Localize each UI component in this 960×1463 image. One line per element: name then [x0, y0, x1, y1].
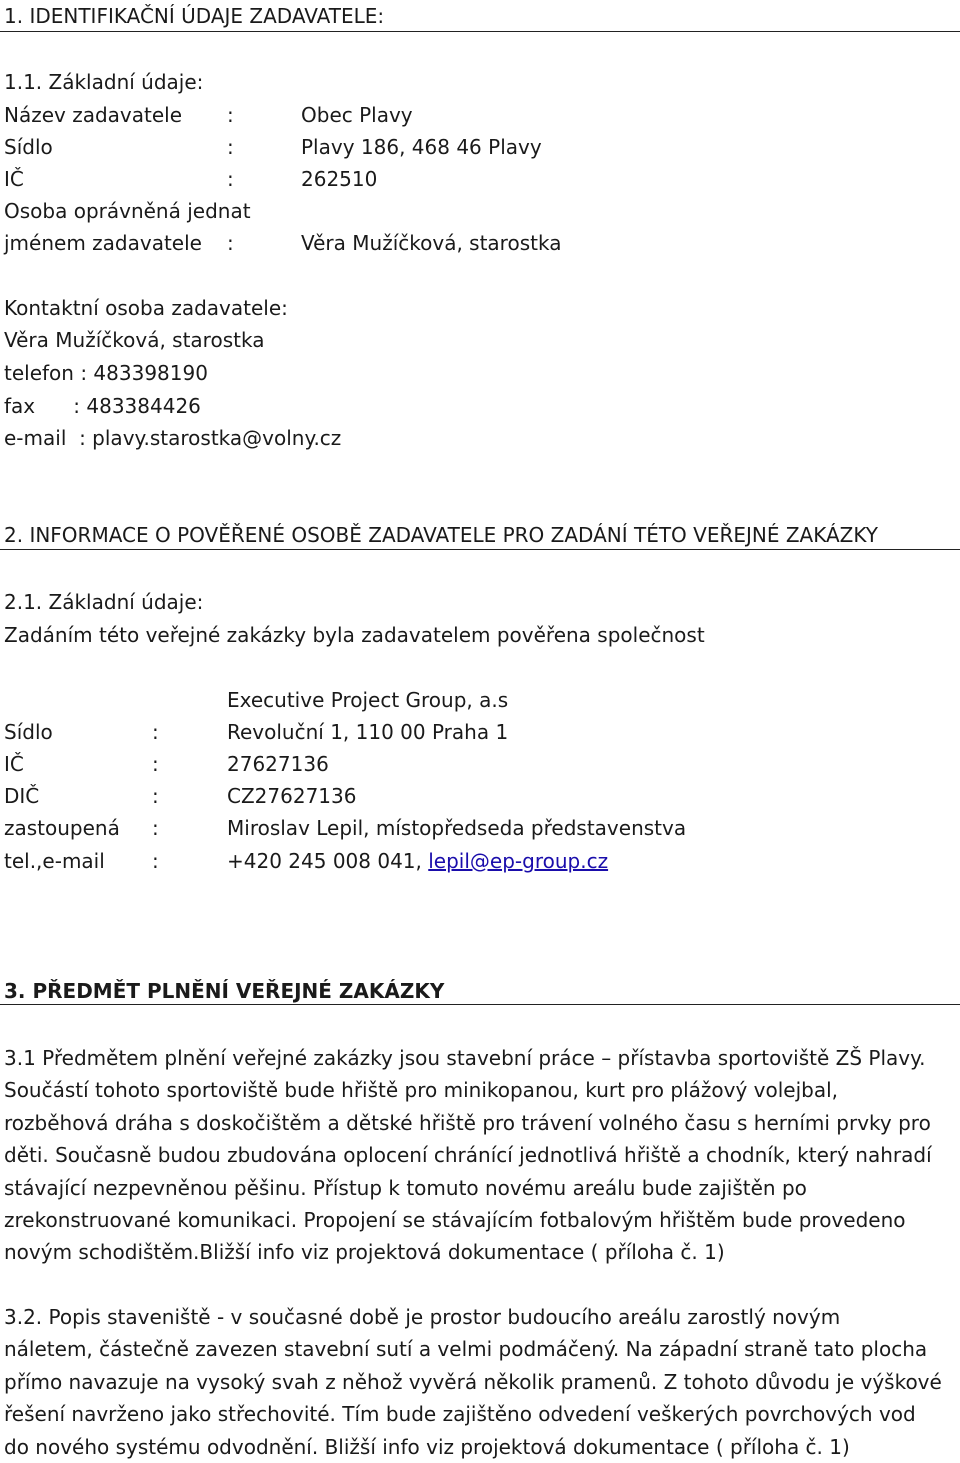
- section-3-heading: 3. PŘEDMĚT PLNĚNÍ VEŘEJNÉ ZAKÁZKY: [4, 979, 445, 1003]
- client-name-value: Obec Plavy: [301, 103, 413, 127]
- client-seat-sep: :: [227, 135, 234, 159]
- client-ic-sep: :: [227, 167, 234, 191]
- agent-dic-sep: :: [152, 784, 159, 808]
- paragraph-line: zrekonstruované komunikaci. Propojení se stávajícím fotbalovým hřištěm bude provedeno: [4, 1208, 906, 1233]
- paragraph-line: Součástí tohoto sportoviště bude hřiště pro minikopanou, kurt pro plážový volejbal,: [4, 1078, 839, 1103]
- paragraph-line: 3.2. Popis staveniště - v současné době je prostor budoucího areálu zarostlý novým: [4, 1305, 841, 1329]
- section-2-subheading: 2.1. Základní údaje:: [4, 590, 204, 614]
- paragraph-3-2: [4, 1301, 956, 1463]
- client-name-label: Název zadavatele: [4, 103, 183, 127]
- client-ic-value: 262510: [301, 167, 378, 191]
- paragraph-line: novým schodištěm.Bližší info viz projektová dokumentace ( příloha č. 1): [4, 1240, 725, 1265]
- agent-ic-value: 27627136: [227, 752, 329, 776]
- delegation-intro: Zadáním této veřejné zakázky byla zadavatelem pověřena společnost: [4, 623, 705, 647]
- paragraph-line: děti. Současně budou zbudována oplocení chránící jednotlivá hřiště a chodník, který nahradí: [4, 1143, 932, 1168]
- agent-representative-label: zastoupená: [4, 816, 120, 840]
- client-name-sep: :: [227, 103, 234, 127]
- section-1-heading: 1. IDENTIFIKAČNÍ ÚDAJE ZADAVATELE:: [4, 4, 385, 28]
- agent-seat-label: Sídlo: [4, 720, 53, 744]
- client-seat-label: Sídlo: [4, 135, 53, 159]
- paragraph-line: náletem, částečně zavezen stavební sutí a velmi podmáčený. Na západní straně tato plocha: [4, 1337, 928, 1362]
- contact-name: Věra Mužíčková, starostka: [4, 328, 265, 352]
- agent-ic-label: IČ: [4, 752, 24, 776]
- agent-company-name: Executive Project Group, a.s: [227, 688, 509, 712]
- section-2-heading: 2. INFORMACE O POVĚŘENÉ OSOBĚ ZADAVATELE PRO ZADÁNÍ TÉTO VEŘEJNÉ ZAKÁZKY: [4, 523, 879, 547]
- section-1-divider: [0, 31, 960, 32]
- agent-ic-sep: :: [152, 752, 159, 776]
- contact-email: e-mail : plavy.starostka@volny.cz: [4, 426, 342, 450]
- paragraph-line: rozběhová dráha s doskočištěm a dětské hřiště pro trávení volného času s herními prvky pro: [4, 1110, 931, 1135]
- client-ic-label: IČ: [4, 167, 24, 191]
- agent-dic-label: DIČ: [4, 784, 40, 808]
- agent-representative-value: Miroslav Lepil, místopředseda představenstva: [227, 816, 687, 840]
- authorized-person-sep: :: [227, 231, 234, 255]
- section-2-divider: [0, 549, 960, 550]
- authorized-person-label-line1: Osoba oprávněná jednat: [4, 199, 251, 223]
- section-1-subheading: 1.1. Základní údaje:: [4, 70, 204, 94]
- authorized-person-label-line2: jménem zadavatele: [4, 231, 202, 255]
- paragraph-line: 3.1 Předmětem plnění veřejné zakázky jsou stavební práce – přístavba sportoviště ZŠ Plavy.: [4, 1046, 926, 1070]
- paragraph-3-1: [4, 1042, 956, 1269]
- contact-phone: telefon : 483398190: [4, 361, 208, 385]
- agent-dic-value: CZ27627136: [227, 784, 357, 808]
- agent-email-link[interactable]: lepil@ep-group.cz: [428, 849, 609, 873]
- client-seat-value: Plavy 186, 468 46 Plavy: [301, 135, 542, 159]
- paragraph-line: stávající nezpevněnou pěšinu. Přístup k tomuto novému areálu bude zajištěn po: [4, 1175, 807, 1200]
- paragraph-line: přímo navazuje na vysoký svah z něhož vyvěrá několik pramenů. Z tohoto důvodu je výškové: [4, 1369, 942, 1394]
- agent-seat-value: Revoluční 1, 110 00 Praha 1: [227, 720, 509, 744]
- agent-phone: +420 245 008 041,: [227, 849, 429, 873]
- agent-representative-sep: :: [152, 816, 159, 840]
- agent-contact-value: [227, 849, 608, 873]
- agent-contact-label: tel.,e-mail: [4, 849, 105, 873]
- paragraph-line: do nového systému odvodnění. Bližší info viz projektová dokumentace ( příloha č. 1): [4, 1434, 850, 1459]
- paragraph-line: řešení navrženo jako střechovité. Tím bude zajištěno odvedení veškerých povrchových vod: [4, 1402, 916, 1427]
- section-3-divider: [0, 1004, 960, 1005]
- agent-contact-sep: :: [152, 849, 159, 873]
- contact-fax: fax : 483384426: [4, 394, 201, 418]
- authorized-person-value: Věra Mužíčková, starostka: [301, 231, 562, 255]
- agent-seat-sep: :: [152, 720, 159, 744]
- contact-title: Kontaktní osoba zadavatele:: [4, 296, 288, 320]
